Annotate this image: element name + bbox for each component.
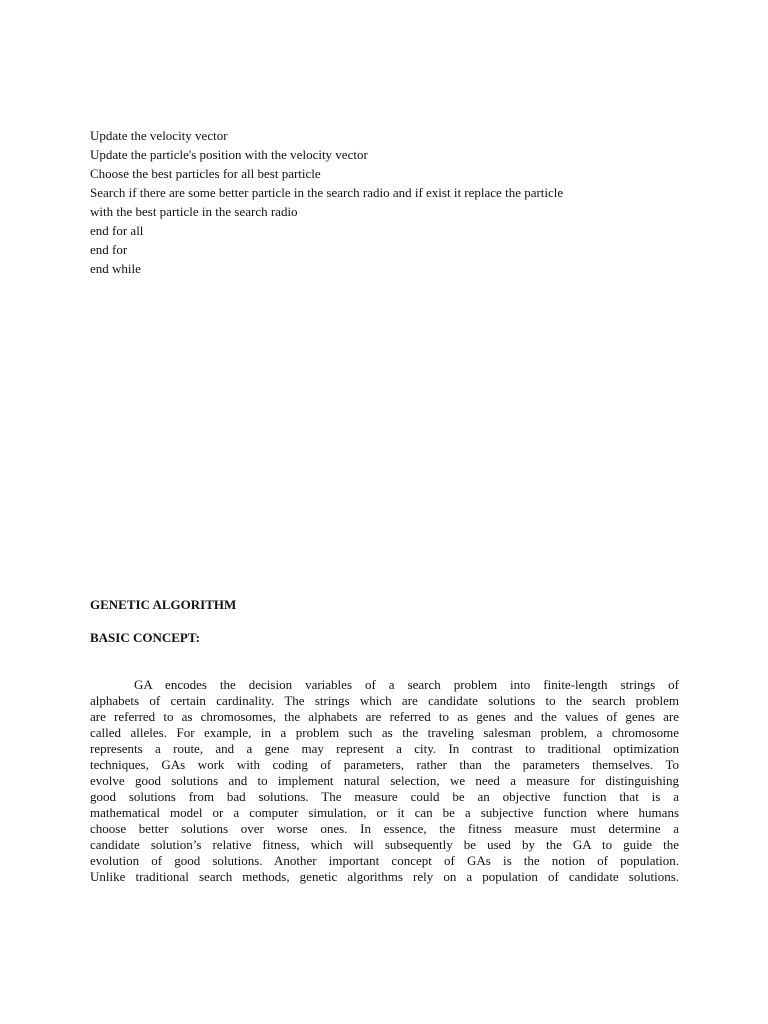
subsection-heading: BASIC CONCEPT: xyxy=(90,630,200,645)
paragraph-line: evolve good solutions and to implement natural selection, we need a measure for distinguishing xyxy=(90,773,679,788)
paragraph-line: mathematical model or a computer simulation, or it can be a subjective function where humans xyxy=(90,805,679,820)
section-heading: GENETIC ALGORITHM xyxy=(90,597,237,612)
paragraph-line: Unlike traditional search methods, genetic algorithms rely on a population of candidate solutions. xyxy=(90,869,679,884)
pseudocode-line: end for all xyxy=(90,223,144,238)
paragraph-line: called alleles. For example, in a problem such as the traveling salesman problem, a chromosome xyxy=(90,725,679,740)
pseudocode-line: Choose the best particles for all best particle xyxy=(90,166,321,181)
paragraph-line: candidate solution’s relative fitness, which will subsequently be used by the GA to guide the xyxy=(90,837,679,852)
paragraph-line: are referred to as chromosomes, the alphabets are referred to as genes and the values of genes are xyxy=(90,709,679,724)
paragraph-line: alphabets of certain cardinality. The strings which are candidate solutions to the search problem xyxy=(90,693,679,708)
body-paragraph xyxy=(90,677,679,885)
paragraph-line: represents a route, and a gene may represent a city. In contrast to traditional optimization xyxy=(90,741,679,756)
paragraph-line: choose better solutions over worse ones. In essence, the fitness measure must determine a xyxy=(90,821,679,836)
pseudocode-line: Update the particle's position with the velocity vector xyxy=(90,147,368,162)
pseudocode-line: Update the velocity vector xyxy=(90,128,228,143)
pseudocode-line: with the best particle in the search radio xyxy=(90,204,298,219)
pseudocode-block xyxy=(90,126,690,278)
paragraph-line: evolution of good solutions. Another important concept of GAs is the notion of population. xyxy=(90,853,679,868)
paragraph-line: GA encodes the decision variables of a search problem into finite-length strings of xyxy=(134,677,679,692)
pseudocode-line: end while xyxy=(90,261,141,276)
paragraph-line: good solutions from bad solutions. The measure could be an objective function that is a xyxy=(90,789,679,804)
paragraph-line: techniques, GAs work with coding of parameters, rather than the parameters themselves. To xyxy=(90,757,679,772)
pseudocode-line: end for xyxy=(90,242,128,257)
pseudocode-line: Search if there are some better particle in the search radio and if exist it replace the particle xyxy=(90,185,564,200)
